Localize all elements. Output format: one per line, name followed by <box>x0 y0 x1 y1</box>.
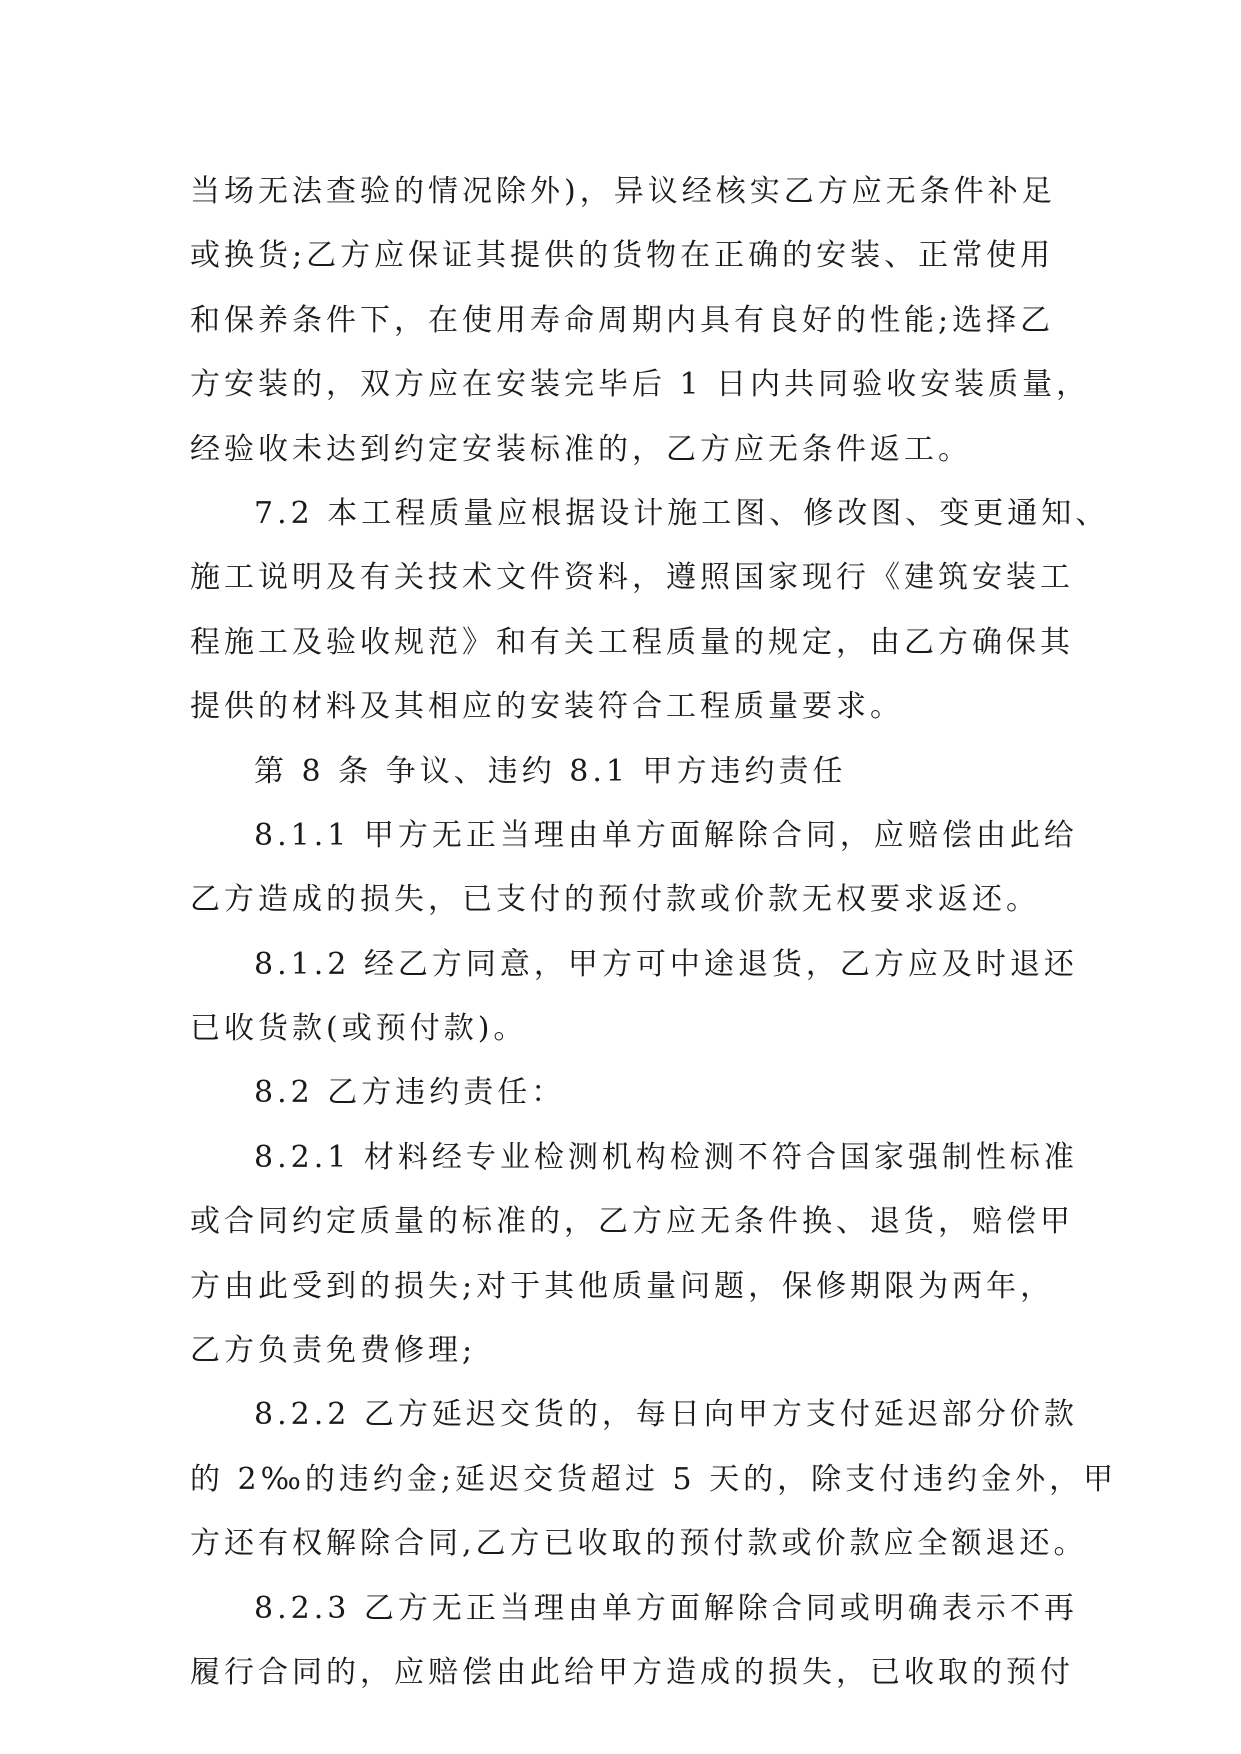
text-line: 已收货款(或预付款)。 <box>190 1011 528 1047</box>
text-line: 和保养条件下，在使用寿命周期内具有良好的性能;选择乙 <box>190 302 1055 338</box>
text-line: 程施工及验收规范》和有关工程质量的规定，由乙方确保其 <box>190 624 1074 660</box>
text-line: 方还有权解除合同,乙方已收取的预付款或价款应全额退还。 <box>190 1526 1088 1562</box>
text-line: 7.2 本工程质量应根据设计施工图、修改图、变更通知、 <box>254 495 1110 531</box>
document-body <box>190 160 1118 1705</box>
text-line: 8.2.3 乙方无正当理由单方面解除合同或明确表示不再 <box>254 1590 1078 1626</box>
text-line: 履行合同的，应赔偿由此给甲方造成的损失，已收取的预付 <box>190 1654 1074 1690</box>
text-line: 8.1.2 经乙方同意，甲方可中途退货，乙方应及时退还 <box>254 946 1078 982</box>
text-line: 施工说明及有关技术文件资料，遵照国家现行《建筑安装工 <box>190 560 1074 596</box>
text-line: 或换货;乙方应保证其提供的货物在正确的安装、正常使用 <box>190 238 1055 274</box>
text-line: 的 2‰的违约金;延迟交货超过 5 天的，除支付违约金外，甲 <box>190 1461 1118 1497</box>
text-line: 第 8 条 争议、违约 8.1 甲方违约责任 <box>254 753 847 789</box>
text-line: 当场无法查验的情况除外)，异议经核实乙方应无条件补足 <box>190 174 1056 209</box>
text-line: 8.1.1 甲方无正当理由单方面解除合同，应赔偿由此给 <box>254 817 1078 853</box>
text-line: 或合同约定质量的标准的，乙方应无条件换、退货，赔偿甲 <box>190 1204 1074 1240</box>
text-line: 经验收未达到约定安装标准的，乙方应无条件返工。 <box>190 431 972 467</box>
text-line: 方安装的，双方应在安装完毕后 1 日内共同验收安装质量， <box>190 367 1091 403</box>
text-line: 8.2 乙方违约责任： <box>254 1075 566 1111</box>
text-line: 乙方负责免费修理; <box>190 1333 477 1369</box>
text-line: 提供的材料及其相应的安装符合工程质量要求。 <box>190 689 904 725</box>
text-line: 方由此受到的损失;对于其他质量问题，保修期限为两年， <box>190 1268 1055 1304</box>
text-line: 8.2.2 乙方延迟交货的，每日向甲方支付延迟部分价款 <box>254 1397 1078 1433</box>
text-line: 乙方造成的损失，已支付的预付款或价款无权要求返还。 <box>190 882 1040 918</box>
text-line: 8.2.1 材料经专业检测机构检测不符合国家强制性标准 <box>254 1139 1078 1175</box>
